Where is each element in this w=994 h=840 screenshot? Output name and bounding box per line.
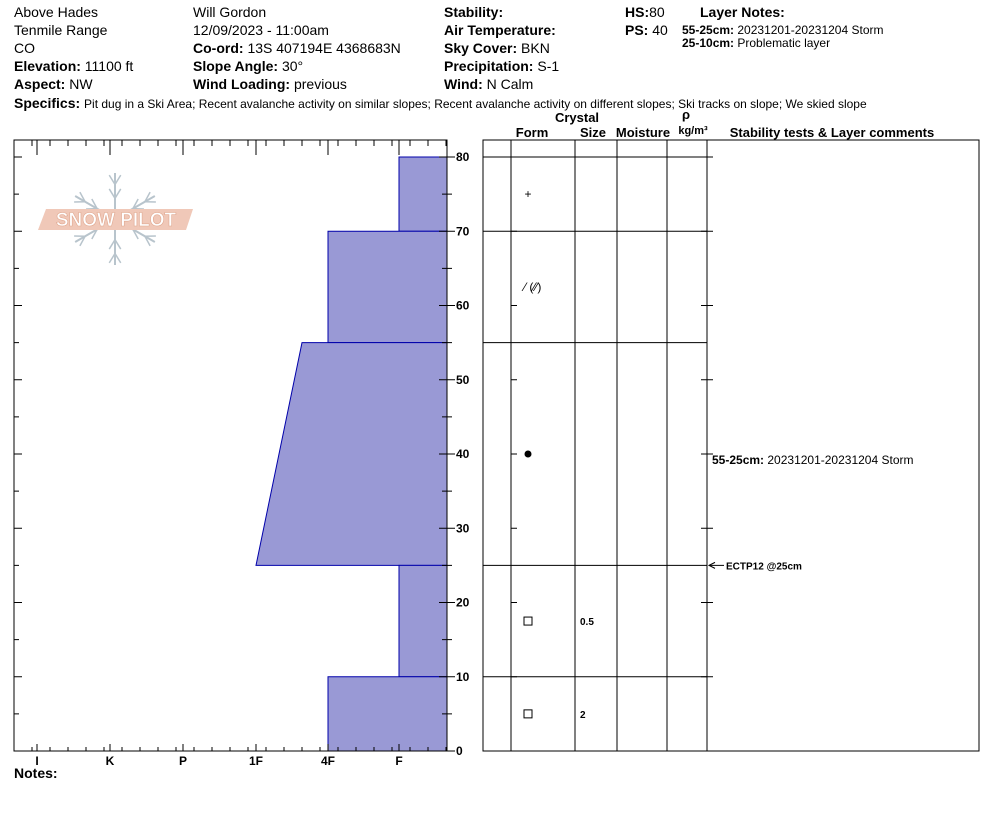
aspect-label: Aspect:	[14, 76, 66, 92]
wind-label: Wind:	[444, 76, 483, 92]
stability-header: Stability tests & Layer comments	[729, 125, 935, 140]
grain-form-square-4	[524, 710, 532, 718]
wind-loading-value: previous	[293, 76, 347, 92]
hardness-layer-3	[399, 565, 447, 676]
form-header: Form	[515, 125, 549, 140]
layer-note-2-text: Problematic layer	[737, 36, 831, 50]
layer-note-1-text: 20231201-20231204 Storm	[737, 23, 884, 37]
grain-form-0: +	[524, 187, 532, 202]
y-tick-label-60: 60	[456, 298, 470, 313]
y-tick-label-40: 40	[456, 447, 470, 461]
hardness-layer-0	[399, 157, 447, 231]
specifics-value: Pit dug in a Ski Area; Recent avalanche activity on similar slopes; Recent avalanche activity on different slopes; Ski tracks on slope; We skied slope	[84, 97, 867, 111]
coord-label: Co-ord:	[193, 40, 244, 56]
layer-comment-range: 55-25cm:	[712, 453, 768, 467]
y-tick-label-80: 80	[456, 150, 470, 164]
layer-note-2-range: 25-10cm:	[682, 36, 735, 50]
x-tick-label-P: P	[178, 754, 188, 768]
notes-label: Notes:	[14, 765, 58, 781]
precip-value: S-1	[537, 58, 560, 74]
layer-note-1-range: 55-25cm:	[682, 23, 735, 37]
y-tick-label-50: 50	[456, 372, 470, 387]
hardness-layer-4	[328, 677, 447, 751]
x-tick-label-K: K	[105, 754, 115, 768]
sky-value: BKN	[521, 40, 550, 56]
stability-label: Stability:	[444, 4, 504, 20]
hardness-profile	[256, 157, 447, 751]
grain-form-square-3	[524, 617, 532, 625]
wind-value: N Calm	[486, 76, 534, 92]
moisture-header: Moisture	[615, 125, 671, 140]
sky-label: Sky Cover:	[444, 40, 518, 56]
size-header: Size	[579, 125, 607, 140]
ps-label: PS:	[625, 22, 649, 38]
grain-size-3: 0.5	[580, 617, 594, 629]
y-tick-label-20: 20	[456, 595, 470, 610]
x-tick-label-F: F	[395, 754, 403, 768]
density-unit-header: kg/m³	[678, 125, 708, 137]
x-tick-label-4F: 4F	[320, 754, 336, 768]
grain-form-dot-2	[525, 451, 532, 458]
stability-test-0: ECTP12 @25cm	[726, 561, 802, 573]
ps-value: 40	[652, 22, 668, 38]
hardness-layer-2	[256, 343, 447, 566]
wind-loading-label: Wind Loading:	[193, 76, 291, 92]
y-tick-label-0: 0	[456, 744, 463, 758]
layer-comment-0	[712, 453, 914, 467]
y-tick-label-10: 10	[456, 669, 470, 684]
elevation-label: Elevation:	[14, 58, 81, 74]
datetime: 12/09/2023 - 11:00am	[193, 22, 329, 38]
slope-label: Slope Angle:	[193, 58, 279, 74]
air-temp-label: Air Temperature:	[444, 22, 556, 38]
y-tick-label-30: 30	[456, 521, 470, 536]
hs-label: HS:	[625, 4, 650, 20]
state: CO	[14, 40, 35, 56]
logo-text: SNOW PILOT	[55, 210, 177, 231]
grain-size-4: 2	[580, 709, 586, 721]
precip-label: Precipitation:	[444, 58, 534, 74]
elevation-value: 11100 ft	[84, 58, 134, 74]
layer-table	[483, 140, 914, 751]
observer: Will Gordon	[193, 4, 267, 20]
hs-value: 80	[649, 4, 665, 20]
snowpilot-logo	[38, 173, 193, 265]
hardness-layer-1	[328, 231, 447, 342]
slope-value: 30°	[281, 58, 304, 74]
x-tick-label-1F: 1F	[248, 754, 264, 768]
location: Above Hades	[14, 4, 99, 20]
specifics-label: Specifics:	[14, 95, 81, 111]
layer-comment-text: 20231201-20231204 Storm	[767, 453, 914, 467]
aspect-value: NW	[69, 76, 93, 92]
grain-form-1: ⁄ (⁄⁄)	[524, 279, 542, 294]
layer-notes-title: Layer Notes:	[700, 4, 785, 20]
range: Tenmile Range	[14, 22, 108, 38]
y-tick-label-70: 70	[456, 224, 470, 239]
x-tick-label-I: I	[35, 754, 39, 768]
coord-value: 13S 407194E 4368683N	[247, 40, 401, 56]
crystal-header: Crystal	[554, 110, 600, 125]
rho-header: ρ	[681, 107, 691, 122]
